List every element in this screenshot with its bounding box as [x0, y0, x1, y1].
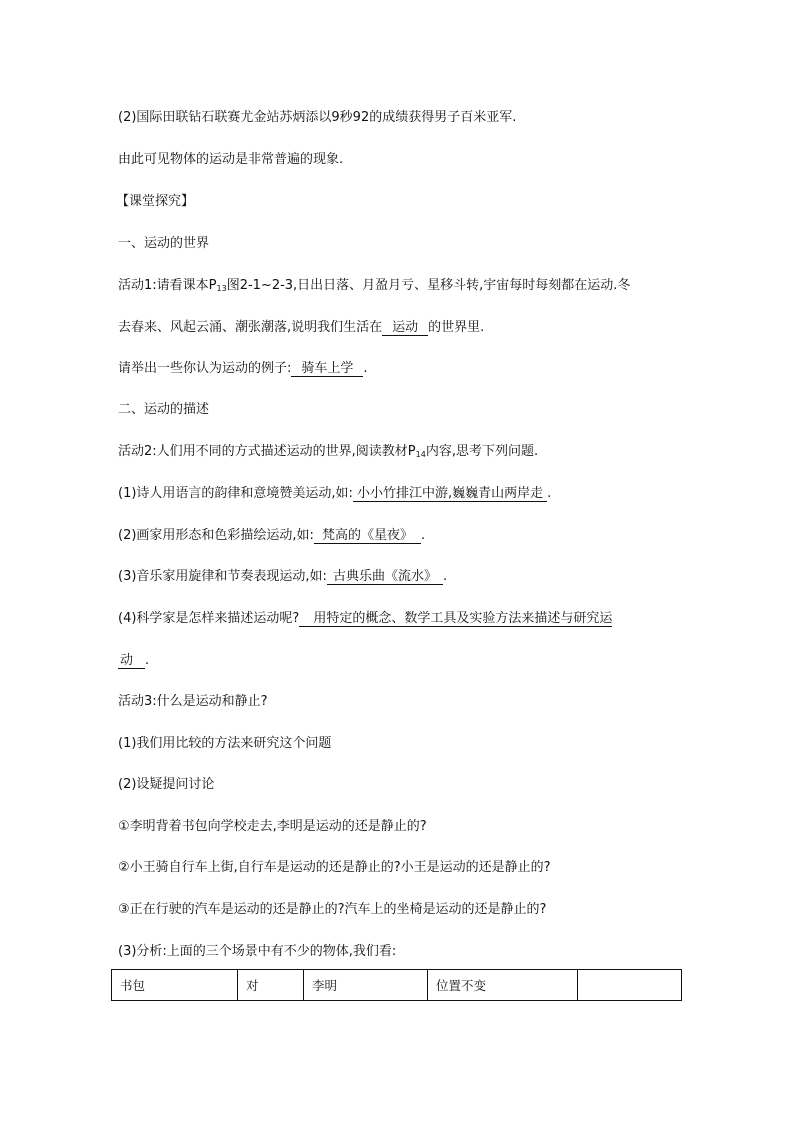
- question-3-text: (3)音乐家用旋律和节奏表现运动,如:: [118, 569, 327, 584]
- scenario-1-line: ①李明背着书包向学校走去,李明是运动的还是静止的?: [118, 819, 427, 834]
- analysis-table: [111, 969, 682, 1001]
- table-cell-relation: 对: [238, 970, 304, 1001]
- activity-2-text-b: 内容,思考下列问题.: [425, 444, 539, 459]
- answer-scientist-2: 动: [118, 653, 145, 669]
- activity-2-page-sub: 14: [415, 450, 426, 459]
- section-heading: 【课堂探究】: [116, 194, 195, 209]
- table-row: [112, 970, 682, 1001]
- activity-1-text-a: 活动1:请看课本P: [118, 278, 217, 293]
- example-period: .: [363, 361, 368, 376]
- activity-1-page-sub: 13: [216, 284, 227, 293]
- activity-3-line: 活动3:什么是运动和静止?: [118, 694, 268, 709]
- table-cell-position: 位置不变: [428, 970, 578, 1001]
- answer-painter: 梵高的《星夜》: [314, 528, 421, 544]
- step-1-line: (1)我们用比较的方法来研究这个问题: [118, 736, 332, 751]
- question-2-period: .: [420, 528, 426, 543]
- step-3-line: (3)分析:上面的三个场景中有不少的物体,我们看:: [118, 944, 397, 959]
- heading-describing-motion: 二、运动的描述: [118, 402, 210, 417]
- answer-example: 骑车上学: [291, 361, 363, 377]
- question-4-text: (4)科学家是怎样来描述运动呢?: [118, 611, 300, 626]
- question-1-period: .: [547, 486, 552, 501]
- question-4-period: .: [145, 653, 150, 668]
- question-2-line: [118, 528, 425, 544]
- question-4-line: [118, 611, 612, 627]
- example-line: [118, 361, 368, 377]
- activity-2-text-a: 活动2:人们用不同的方式描述运动的世界,阅读教材P: [118, 444, 416, 459]
- activity-1-cont-text-b: 的世界里.: [428, 320, 485, 335]
- answer-poet: 小小竹排江中游,巍巍青山两岸走: [353, 486, 547, 502]
- table-cell-object: 书包: [112, 970, 238, 1001]
- question-3-period: .: [442, 569, 448, 584]
- text-line-sprint-news: (2)国际田联钻石联赛尤金站苏炳添以9秒92的成绩获得男子百米亚军.: [118, 110, 517, 125]
- activity-1-text-b: 图2-1~2-3,日出日落、月盈月亏、星移斗转,宇宙每时每刻都在运动.冬: [226, 278, 631, 293]
- activity-1-line: [118, 278, 630, 297]
- table-cell-blank: [578, 970, 682, 1001]
- example-prompt: 请举出一些你认为运动的例子:: [118, 361, 292, 376]
- activity-1-cont-text-a: 去春来、风起云涌、潮张潮落,说明我们生活在: [118, 320, 383, 335]
- scenario-3-line: ③正在行驶的汽车是运动的还是静止的?汽车上的坐椅是运动的还是静止的?: [118, 902, 547, 917]
- scenario-2-line: ②小王骑自行车上街,自行车是运动的还是静止的?小王是运动的还是静止的?: [118, 860, 551, 875]
- text-line-conclusion: 由此可见物体的运动是非常普遍的现象.: [118, 152, 344, 167]
- question-1-text: (1)诗人用语言的韵律和意境赞美运动,如:: [118, 486, 353, 501]
- table-cell-reference: 李明: [304, 970, 428, 1001]
- answer-musician: 古典乐曲《流水》: [327, 569, 443, 585]
- activity-2-line: [118, 444, 538, 463]
- heading-world-of-motion: 一、运动的世界: [118, 236, 210, 251]
- answer-scientist-1: 用特定的概念、数学工具及实验方法来描述与研究运: [299, 611, 612, 627]
- question-4-cont-line: [118, 653, 149, 669]
- answer-motion-world: 运动: [382, 320, 428, 336]
- step-2-line: (2)设疑提问讨论: [118, 777, 215, 792]
- question-2-text: (2)画家用形态和色彩描绘运动,如:: [118, 528, 314, 543]
- question-3-line: [118, 569, 447, 585]
- activity-1-cont-line: [118, 320, 484, 336]
- question-1-line: [118, 486, 551, 502]
